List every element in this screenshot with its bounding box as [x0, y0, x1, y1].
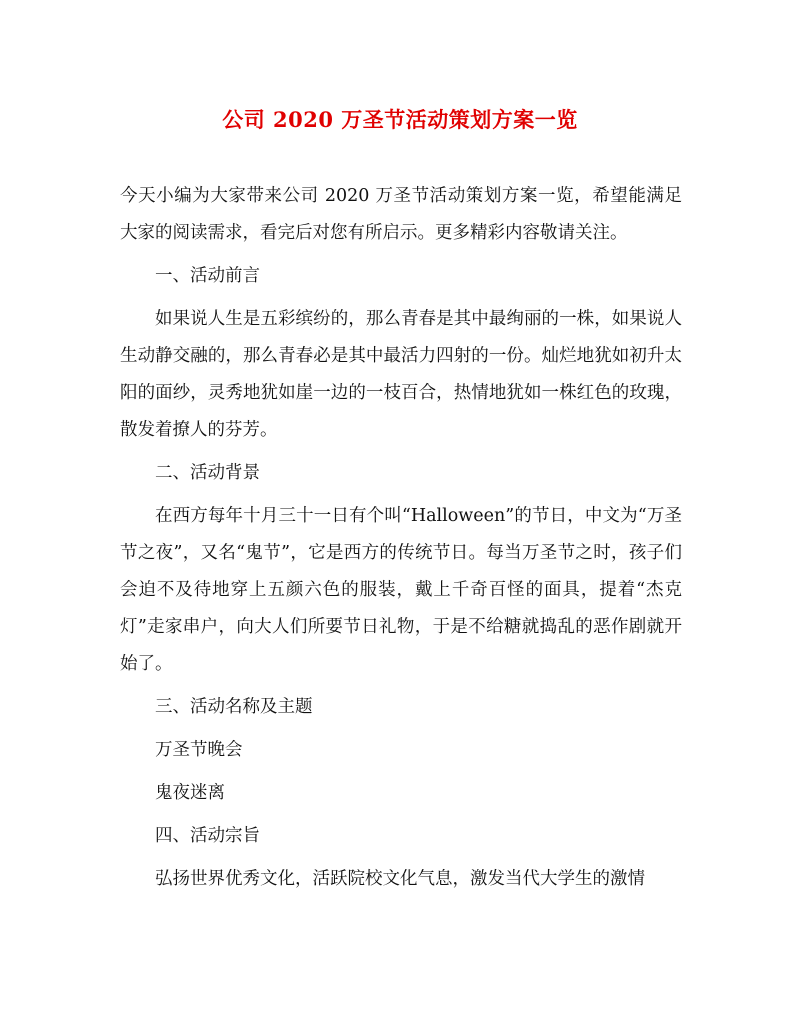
document-title: 公司 2020 万圣节活动策划方案一览	[222, 107, 578, 132]
intro-paragraph: 今天小编为大家带来公司 2020 万圣节活动策划方案一览，希望能满足大家的阅读需求，看完后对您有所启示。更多精彩内容敬请关注。	[120, 186, 682, 243]
background-paragraph: 在西方每年十月三十一日有个叫“Halloween”的节日，中文为“万圣节之夜”，又名“鬼节”，它是西方的传统节日。每当万圣节之时，孩子们会迫不及待地穿上五颜六色的服装，戴上千奇百怪的面具，提着“杰克灯”走家串户，向大人们所要节日礼物，于是不给糖就捣乱的恶作剧就开始了。	[120, 506, 682, 674]
section-heading-name-theme: 三、活动名称及主题	[155, 697, 313, 717]
section-heading-purpose: 四、活动宗旨	[155, 826, 260, 846]
section-heading-preface: 一、活动前言	[155, 266, 260, 286]
document-body	[120, 178, 682, 904]
event-name: 万圣节晚会	[155, 740, 243, 760]
event-theme: 鬼夜迷离	[155, 783, 225, 803]
preface-paragraph: 如果说人生是五彩缤纷的，那么青春是其中最绚丽的一株，如果说人生动静交融的，那么青春必是其中最活力四射的一份。灿烂地犹如初升太阳的面纱，灵秀地犹如崖一边的一枝百合，热情地犹如一株红色的玫瑰，散发着撩人的芬芳。	[120, 309, 682, 440]
section-heading-background: 二、活动背景	[155, 463, 260, 483]
purpose-paragraph: 弘扬世界优秀文化，活跃院校文化气息，激发当代大学生的激情	[155, 869, 645, 889]
